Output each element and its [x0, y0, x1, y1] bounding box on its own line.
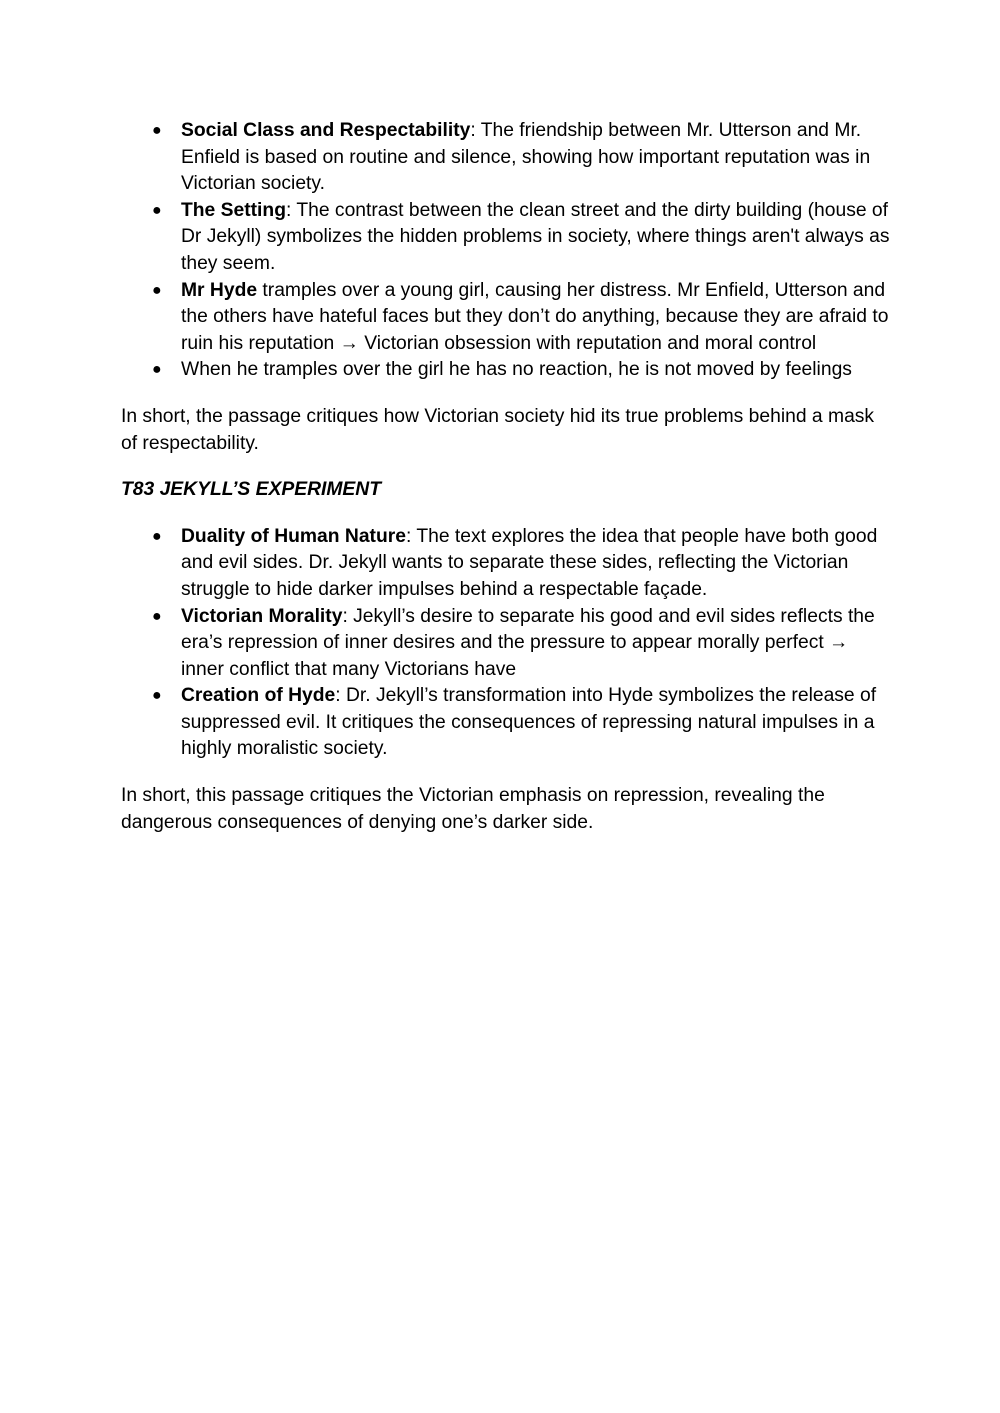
document-body — [121, 118, 891, 836]
list-item — [121, 604, 891, 684]
section1-summary: In short, the passage critiques how Victorian society hid its true problems behind a mask of respectability. — [121, 405, 875, 454]
section-heading: T83 JEKYLL’S EXPERIMENT — [121, 479, 381, 501]
bullet-icon: ● — [152, 607, 162, 625]
bullet-bold-label: The Setting — [181, 199, 286, 221]
bullet-icon: ● — [152, 361, 162, 379]
bullet-icon: ● — [152, 201, 162, 219]
section1-bullet-list — [121, 118, 891, 384]
bullet-text: : The text explores the idea that people have both good and evil sides. Dr. Jekyll wants to separate these sides, reflecting the Victorian struggle to hide darker impulses behind a respectable façade. — [181, 525, 878, 600]
list-item — [121, 118, 891, 198]
bullet-bold-label: Mr Hyde — [181, 279, 258, 301]
bullet-text: : Jekyll’s desire to separate his good and evil sides reflects the era’s repression of inner desires and the pressure to appear morally perfect → inner conflict that many Victorians have — [181, 605, 875, 680]
list-item — [121, 357, 891, 384]
bullet-icon: ● — [152, 281, 162, 299]
list-item — [121, 683, 891, 763]
bullet-text: : The contrast between the clean street and the dirty building (house of Dr Jekyll) symbolizes the hidden problems in society, where things aren't always as they seem. — [181, 199, 890, 274]
bullet-text: When he tramples over the girl he has no reaction, he is not moved by feelings — [181, 359, 852, 381]
bullet-text: tramples over a young girl, causing her distress. Mr Enfield, Utterson and the others have hateful faces but they don’t do anything, because they are afraid to ruin his reputation → Victorian obsession with reputation and moral control — [181, 279, 889, 354]
bullet-bold-label: Duality of Human Nature — [181, 525, 406, 547]
list-item — [121, 198, 891, 278]
bullet-text: : The friendship between Mr. Utterson and Mr. Enfield is based on routine and silence, showing how important reputation was in Victorian society. — [181, 120, 871, 195]
bullet-icon: ● — [152, 687, 162, 705]
list-item — [121, 278, 891, 358]
bullet-icon: ● — [152, 527, 162, 545]
bullet-text: : Dr. Jekyll’s transformation into Hyde symbolizes the release of suppressed evil. It critiques the consequences of repressing natural impulses in a highly moralistic society. — [181, 685, 877, 760]
bullet-bold-label: Creation of Hyde — [181, 685, 336, 707]
section2-summary: In short, this passage critiques the Victorian emphasis on repression, revealing the dangerous consequences of denying one’s darker side. — [121, 785, 825, 833]
section2-bullet-list — [121, 524, 891, 763]
bullet-bold-label: Victorian Morality — [181, 605, 343, 627]
bullet-icon: ● — [152, 122, 162, 139]
bullet-bold-label: Social Class and Respectability — [181, 120, 471, 141]
list-item — [121, 524, 891, 604]
